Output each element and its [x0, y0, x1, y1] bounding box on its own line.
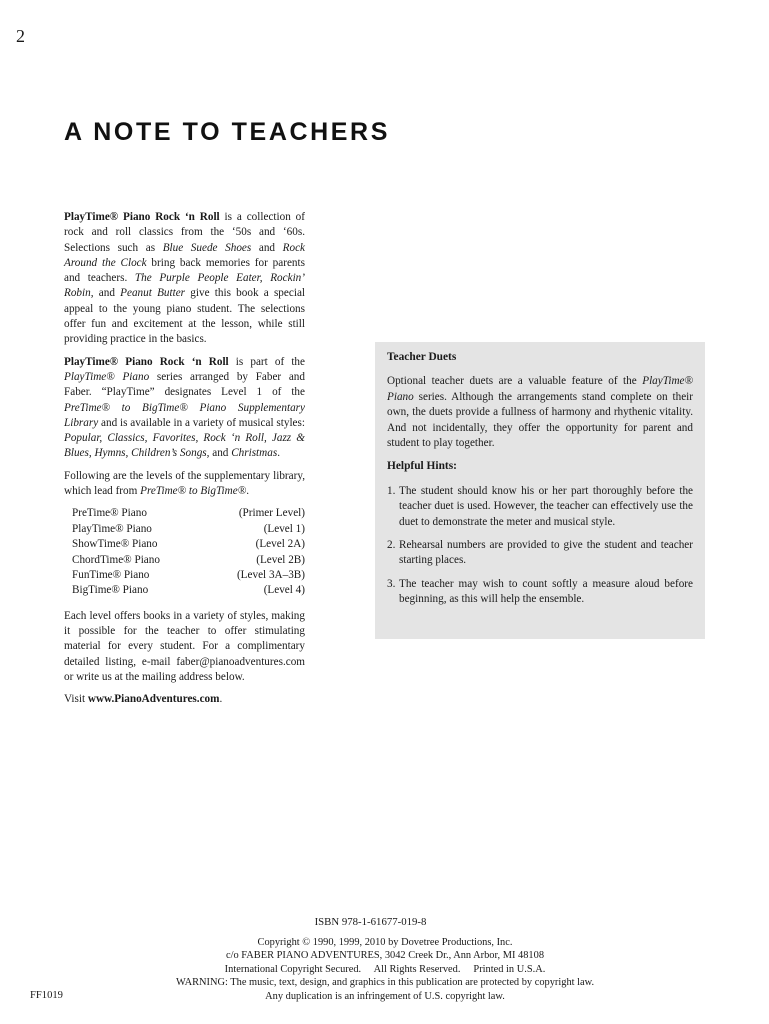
- list-item: 1. The student should know his or her part thoroughly before the teacher duet is used. However, the teacher can effectively use the duet to demonstrate the meter and musical style.: [387, 484, 693, 528]
- intro-paragraph-4: Each level offers books in a variety of styles, making it possible for the teacher to offer stimulating material for every student. For a complimentary detailed listing, e-mail faber@pianoadventures.com or write us at the mailing address below.: [64, 609, 305, 683]
- visit-line: Visit www.PianoAdventures.com.: [64, 693, 223, 706]
- copyright-block: Copyright © 1990, 1999, 2010 by Dovetree Productions, Inc. c/o FABER PIANO ADVENTURES, 3042 Creek Dr., Ann Arbor, MI 48108 International Copyright Secured. All Rights Reserved. Printed in U.S.A. WARNING: The music, text, design, and graphics in this publication are protected by copyright law. Any duplication is an infringement of U.S. copyright law.: [175, 937, 595, 1002]
- list-item: FunTime® Piano (Level 3A–3B): [72, 568, 305, 581]
- teacher-duets-box: [375, 342, 705, 639]
- list-item: BigTime® Piano (Level 4): [72, 584, 305, 597]
- intro-paragraph-2: PlayTime® Piano Rock ‘n Roll is part of the PlayTime® Piano series arranged by Faber and Faber. “PlayTime” designates Level 1 of the PreTime® to BigTime® Piano Supplementary Library and is available in a variety of musical styles: Popular, Classics, Favorites, Rock ‘n Roll, Jazz & Blues, Hymns, Children’s Songs, and Christmas.: [64, 355, 305, 460]
- page-title: A NOTE TO TEACHERS: [64, 118, 390, 146]
- list-item: PreTime® Piano (Primer Level): [72, 507, 305, 520]
- intro-paragraph-1: PlayTime® Piano Rock ‘n Roll is a collection of rock and roll classics from the ‘50s and ‘60s. Selections such as Blue Suede Shoes and Rock Around the Clock bring back memories for parents and teachers. The Purple People Eater, Rockin’ Robin, and Peanut Butter give this book a special appeal to the young piano student. The selections offer fun and excitement at the lesson, while still providing practice in the basics.: [64, 211, 306, 346]
- list-item: 3. The teacher may wish to count softly a measure aloud before beginning, as this will help the ensemble.: [387, 577, 693, 606]
- page-number: 2: [16, 26, 25, 46]
- sidebar-heading-duets: Teacher Duets: [387, 351, 457, 363]
- isbn: ISBN 978-1-61677-019-8: [314, 916, 427, 928]
- list-item: PlayTime® Piano (Level 1): [72, 522, 305, 535]
- intro-column: [64, 210, 305, 715]
- catalog-code: FF1019: [30, 990, 63, 1001]
- levels-list: [64, 506, 305, 598]
- list-item: ChordTime® Piano (Level 2B): [72, 553, 305, 566]
- duets-paragraph: Optional teacher duets are a valuable feature of the PlayTime® Piano series. Although the arrangements stand complete on their own, the duets provide a fullness of harmony and rhythenic vitality. And not incidentally, they offer the opportunity for parent and student to play together.: [387, 375, 693, 450]
- website-link[interactable]: www.PianoAdventures.com: [87, 693, 220, 706]
- sidebar-heading-hints: Helpful Hints:: [387, 460, 457, 473]
- intro-paragraph-3: Following are the levels of the supplementary library, which lead from PreTime® to BigTime®.: [64, 469, 305, 498]
- list-item: 2. Rehearsal numbers are provided to give the student and teacher starting places.: [387, 539, 693, 567]
- hints-list: [387, 484, 693, 608]
- list-item: ShowTime® Piano (Level 2A): [72, 538, 305, 551]
